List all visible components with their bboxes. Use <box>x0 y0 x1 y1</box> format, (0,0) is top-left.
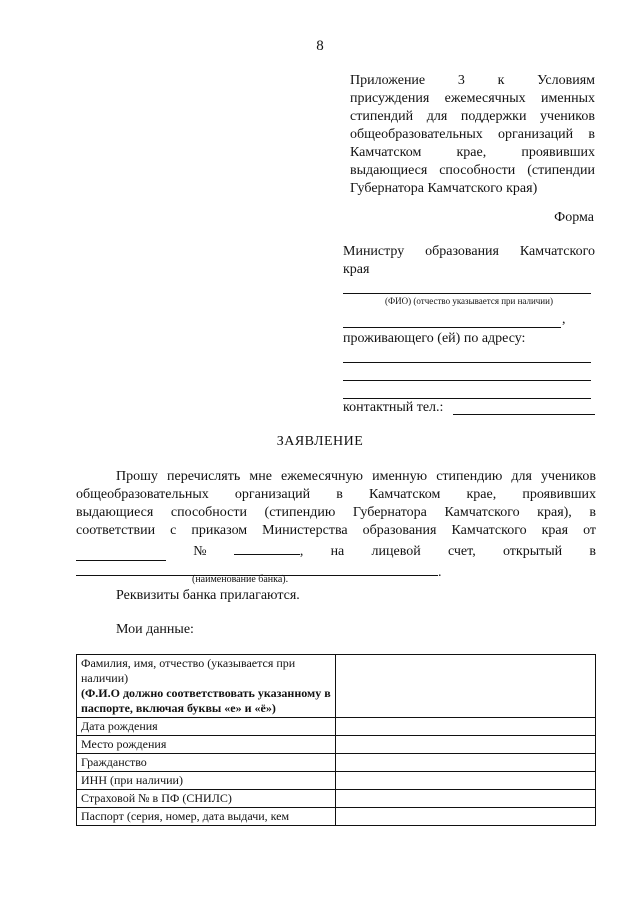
table-row <box>77 790 596 808</box>
fio-caption: (ФИО) (отчество указывается при наличии) <box>385 296 553 306</box>
number-sign: № <box>193 544 207 559</box>
table-row <box>77 736 596 754</box>
appendix-line: Губернатора Камчатского края) <box>350 181 538 196</box>
appendix-line: стипендий для поддержки учеников <box>350 109 595 124</box>
table-row <box>77 655 596 718</box>
row-value-passport[interactable] <box>336 808 596 826</box>
address-line-1[interactable] <box>343 362 591 363</box>
address-line-2[interactable] <box>343 380 591 381</box>
comma: , <box>299 544 304 559</box>
form-label: Форма <box>554 210 594 225</box>
row-value-birth-place[interactable] <box>336 736 596 754</box>
row-label: Гражданство <box>77 754 336 772</box>
recipient-line: Министру образования Камчатского <box>343 244 595 259</box>
table-row <box>77 754 596 772</box>
appendix-line: Приложение 3 к Условиям <box>350 73 595 88</box>
appendix-header <box>350 72 595 198</box>
table-row <box>77 808 596 826</box>
row-label: Паспорт (серия, номер, дата выдачи, кем <box>77 808 336 826</box>
row-label: Место рождения <box>77 736 336 754</box>
contact-label: контактный тел.: <box>343 400 444 415</box>
appendix-line: Камчатском крае, проявивших <box>350 145 595 160</box>
table-row <box>77 718 596 736</box>
word-opened: открытый <box>502 544 563 559</box>
bank-name-row <box>76 561 596 582</box>
fio-line-2[interactable] <box>343 327 561 328</box>
document-title: ЗАЯВЛЕНИЕ <box>276 434 364 449</box>
word-na: на <box>330 544 345 559</box>
recipient-line: края <box>343 262 370 277</box>
row-label: Страховой № в ПФ (СНИЛС) <box>77 790 336 808</box>
paragraph-line: Прошу перечислять мне ежемесячную именную стипендию для учеников <box>116 469 596 484</box>
bank-details-note: Реквизиты банка прилагаются. <box>116 588 300 603</box>
contact-phone-line[interactable] <box>453 414 595 415</box>
address-label: проживающего (ей) по адресу: <box>343 331 526 346</box>
table-row <box>77 772 596 790</box>
paragraph-line: соответствии с приказом Министерства образования Камчатского края от <box>76 523 596 538</box>
row-value-citizenship[interactable] <box>336 754 596 772</box>
row-value-birth-date[interactable] <box>336 718 596 736</box>
appendix-line: общеобразовательных организаций в <box>350 127 595 142</box>
personal-data-table <box>76 654 596 826</box>
recipient-block <box>343 243 595 279</box>
my-data-label: Мои данные: <box>116 622 194 637</box>
bank-caption: (наименование банка). <box>192 574 289 585</box>
statement-paragraph <box>76 468 596 582</box>
page-number: 8 <box>316 38 324 54</box>
period: . <box>438 565 442 580</box>
appendix-line: выдающиеся способности (стипендии <box>350 163 595 178</box>
row-value-snils[interactable] <box>336 790 596 808</box>
row-label-note: (Ф.И.О должно соответствовать указанному в паспорте, включая буквы «е» и «ё») <box>81 686 331 715</box>
address-line-3[interactable] <box>343 398 591 399</box>
row-label: ИНН (при наличии) <box>77 772 336 790</box>
row-value-fio[interactable] <box>336 655 596 718</box>
row-label: Дата рождения <box>77 718 336 736</box>
paragraph-line: выдающиеся способности (стипендию Губернатора Камчатского края), в <box>76 505 596 520</box>
word-v: в <box>589 544 596 559</box>
fio-line[interactable] <box>343 293 591 294</box>
word-schet: счет, <box>447 544 476 559</box>
order-details-row <box>76 540 596 561</box>
comma: , <box>562 312 566 327</box>
appendix-line: присуждения ежемесячных именных <box>350 91 595 106</box>
row-value-inn[interactable] <box>336 772 596 790</box>
order-number-blank[interactable] <box>234 540 300 555</box>
order-date-blank[interactable] <box>76 546 166 561</box>
word-account: лицевой <box>371 544 421 559</box>
row-label <box>77 655 336 718</box>
paragraph-line: общеобразовательных организаций в Камчатском крае, проявивших <box>76 487 596 502</box>
row-label-text: Фамилия, имя, отчество (указывается при наличии) <box>81 656 296 685</box>
